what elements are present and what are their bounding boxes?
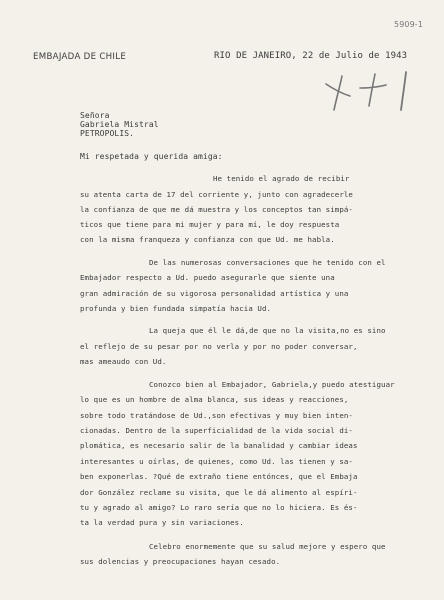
body-line: sobre todo tratándose de Ud.,son efectivas y muy bien inten-: [80, 411, 353, 420]
body-line: ticos que tiene para mi mujer y para mí, le doy respuesta: [80, 220, 340, 229]
body-line: sus dolencias y preocupaciones hayan cesado.: [80, 557, 281, 566]
place-date: RIO DE JANEIRO, 22 de Julio de 1943: [214, 51, 408, 61]
body-line: profunda y bien fundada simpatía hacia Ud.: [80, 304, 272, 313]
body-line: He tenido el agrado de recibir: [213, 174, 350, 183]
body-line: gran admiración de su vigorosa personalidad artística y una: [80, 289, 349, 298]
body-line: con la misma franqueza y confianza con que Ud. me habla.: [80, 235, 335, 244]
body-line: la confianza de que me dá muestra y los conceptos tan simpá-: [80, 205, 353, 214]
recipient-name: Gabriela Mistral: [80, 120, 159, 129]
body-line: lo que es un hombre de alma blanca, sus ideas y reacciones,: [80, 395, 349, 404]
handwritten-marks: [320, 66, 420, 116]
body-line: el reflejo de su pesar por no verla y por no poder conversar,: [80, 342, 358, 351]
body-line: cionadas. Dentro de la superficialidad de la vida social di-: [80, 426, 353, 435]
body-line: ta la verdad pura y sin variaciones.: [80, 518, 244, 527]
archive-number: 5909-1: [394, 20, 423, 29]
body-line: plomática, es necesario salir de la banalidad y cambiar ideas: [80, 441, 358, 450]
greeting: Mi respetada y querida amiga:: [80, 152, 223, 161]
body-line: interesantes u oírlas, de quienes, como Ud. las tienen y sa-: [80, 457, 353, 466]
body-line: Conozco bien al Embajador, Gabriela,y puedo atestiguar: [149, 380, 395, 389]
body-line: Celebro enormemente que su salud mejore y espero que: [149, 542, 386, 551]
body-line: La queja que él le dá,de que no la visita,no es sino: [149, 326, 386, 335]
body-line: tu y agrado al amigo? Lo raro sería que no lo hiciera. Es és-: [80, 503, 358, 512]
body-line: ben exponerlas. ?Qué de extraño tiene entónces, que el Embaja: [80, 472, 358, 481]
body-line: dor González reclame su visita, que le dá alimento al espíri-: [80, 488, 358, 497]
body-line: De las numerosas conversaciones que he tenido con el: [149, 258, 386, 267]
letterhead-embassy: EMBAJADA DE CHILE: [33, 52, 127, 62]
body-line: su atenta carta de 17 del corriente y, junto con agradecerle: [80, 190, 353, 199]
recipient-title: Señora: [80, 111, 110, 120]
body-line: Embajador respecto a Ud. puedo asegurarle que siente una: [80, 273, 335, 282]
body-line: mas ameaudo con Ud.: [80, 357, 167, 366]
recipient-city: PETROPOLIS.: [80, 129, 135, 138]
